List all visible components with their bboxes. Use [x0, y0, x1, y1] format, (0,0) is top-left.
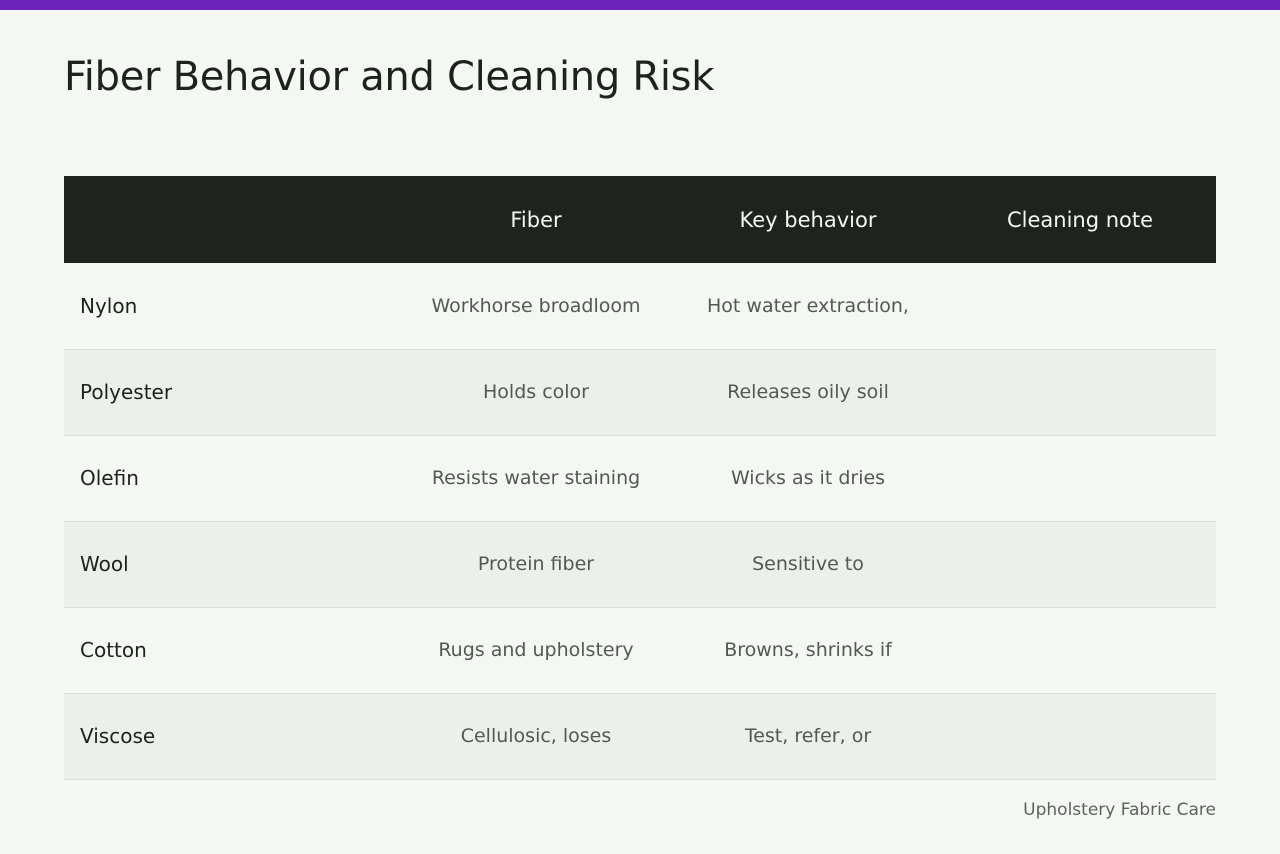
cleaning-note-cell	[944, 349, 1216, 435]
row-label: Polyester	[80, 380, 173, 404]
row-label: Olefin	[80, 466, 139, 490]
header-key-behavior: Key behavior	[739, 207, 877, 232]
key-behavior-cell: Test, refer, or	[744, 725, 872, 747]
row-label: Viscose	[80, 724, 156, 748]
fiber-cell: Resists water staining	[431, 467, 641, 489]
table-row	[64, 435, 1216, 521]
row-label: Cotton	[80, 638, 147, 662]
fiber-cell: Workhorse broadloom	[431, 294, 641, 317]
cleaning-note-cell	[944, 435, 1216, 521]
table-row	[64, 607, 1216, 693]
footer-source: Upholstery Fabric Care	[1023, 800, 1216, 820]
accent-bar	[0, 0, 1280, 10]
fiber-cell: Holds color	[483, 381, 589, 403]
key-behavior-cell: Sensitive to	[752, 553, 864, 575]
fiber-cell: Protein fiber	[477, 553, 595, 575]
row-label: Wool	[80, 552, 129, 576]
cleaning-note-cell	[944, 521, 1216, 607]
cleaning-note-cell	[944, 693, 1216, 779]
fiber-cell: Cellulosic, loses	[460, 725, 612, 747]
cleaning-note-cell	[944, 607, 1216, 693]
header-cleaning-note: Cleaning note	[1006, 207, 1154, 232]
key-behavior-cell: Wicks as it dries	[730, 467, 886, 489]
table-row	[64, 521, 1216, 607]
table-header-row	[64, 176, 1216, 263]
page-title: Fiber Behavior and Cleaning Risk	[64, 54, 715, 100]
key-behavior-cell: Browns, shrinks if	[724, 639, 892, 661]
table-row	[64, 263, 1216, 349]
fiber-table	[64, 176, 1216, 780]
row-label: Nylon	[80, 293, 138, 318]
header-row-label	[64, 176, 400, 263]
table-row	[64, 693, 1216, 779]
key-behavior-cell: Hot water extraction,	[707, 294, 909, 317]
table-row	[64, 349, 1216, 435]
header-fiber: Fiber	[510, 207, 562, 232]
cleaning-note-cell	[944, 263, 1216, 349]
fiber-cell: Rugs and upholstery	[438, 639, 634, 661]
key-behavior-cell: Releases oily soil	[727, 381, 889, 403]
